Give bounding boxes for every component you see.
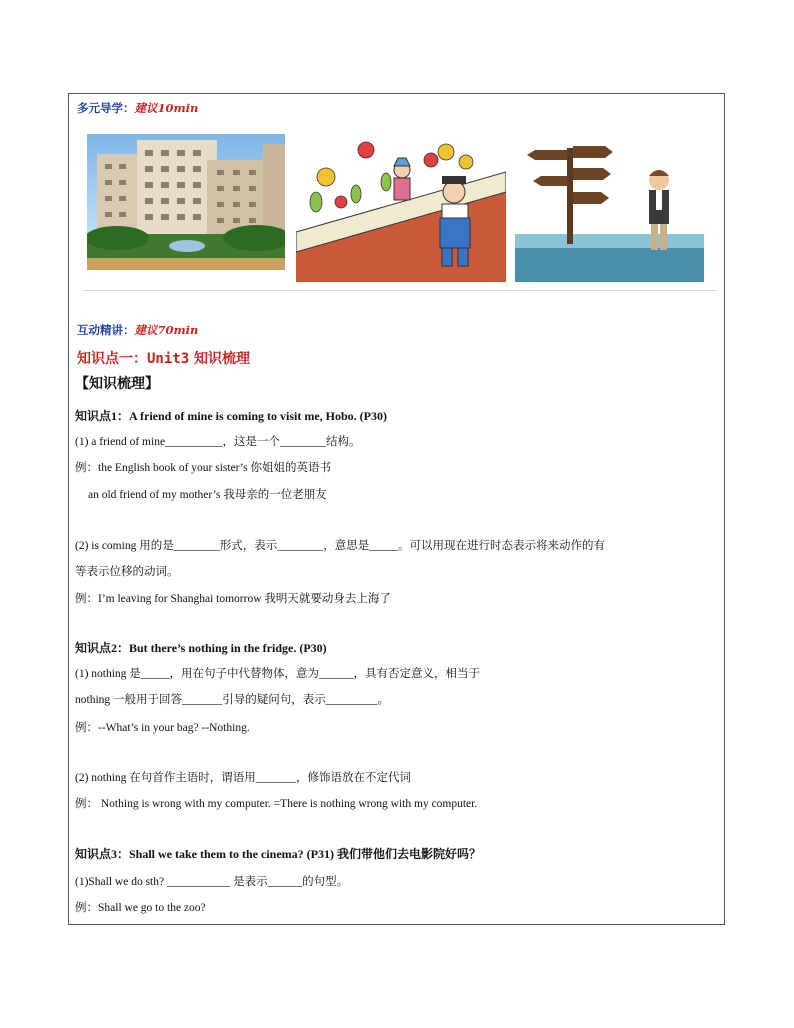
section-guide-heading: [77, 100, 198, 116]
knowledge-title-prefix: 知识点一：: [77, 351, 147, 367]
point-1-example-1: 例：the English book of your sister’s 你姐姐的英语书: [75, 462, 331, 474]
point-1-item-2-cont: 等表示位移的动词。: [75, 566, 179, 578]
point-1-heading: 知识点1：A friend of mine is coming to visit me, Hobo. (P30): [75, 409, 387, 423]
point-2-item-2: (2) nothing 在句首作主语时，谓语用_______，修饰语放在不定代词: [75, 772, 412, 784]
section-guide-time: 建议10min: [134, 101, 199, 115]
point-2-item-1: (1) nothing 是_____，用在句子中代替物体，意为______，具有否定意义，相当于: [75, 668, 481, 680]
content-frame: [68, 93, 725, 925]
point-2-heading: 知识点2：But there’s nothing in the fridge. (P30): [75, 641, 327, 655]
point-1-example-2: an old friend of my mother’s 我母亲的一位老朋友: [88, 489, 327, 501]
section-lecture-heading: [77, 322, 198, 338]
point-1-item-2: (2) is coming 用的是________形式，表示________，意思是_____。可以用现在进行时态表示将来动作的有: [75, 540, 605, 552]
point-2-example-1: 例：--What’s in your bag? --Nothing.: [75, 722, 250, 734]
knowledge-title-suffix: 知识梳理: [189, 351, 251, 367]
cartoon-garden-image: [296, 132, 506, 282]
signpost-man-image: [515, 138, 704, 282]
point-2-item-1-cont: nothing 一般用于回答_______引导的疑问句，表示_________。: [75, 694, 390, 706]
section-lecture-label: 互动精讲：: [77, 323, 135, 337]
point-3-example-1: 例：Shall we go to the zoo?: [75, 902, 206, 914]
point-1-item-1: (1) a friend of mine__________，这是一个________结构。: [75, 436, 361, 448]
point-1-example-3: 例：I’m leaving for Shanghai tomorrow 我明天就要动身去上海了: [75, 593, 391, 605]
knowledge-summary-bracket: 【知识梳理】: [75, 376, 159, 392]
point-3-heading: 知识点3：Shall we take them to the cinema? (P31) 我们带他们去电影院好吗？: [75, 847, 481, 861]
apartment-building-image: [87, 134, 285, 270]
section-lecture-time: 建议70min: [134, 323, 199, 337]
knowledge-title-unit: Unit3: [147, 351, 190, 367]
section-divider: [83, 290, 717, 291]
point-3-item-1: (1)Shall we do sth? ___________ 是表示______的句型。: [75, 876, 349, 888]
section-guide-label: 多元导学：: [77, 101, 135, 115]
point-2-example-2: 例： Nothing is wrong with my computer. =There is nothing wrong with my computer.: [75, 798, 478, 810]
knowledge-point-1-title: [77, 348, 250, 368]
